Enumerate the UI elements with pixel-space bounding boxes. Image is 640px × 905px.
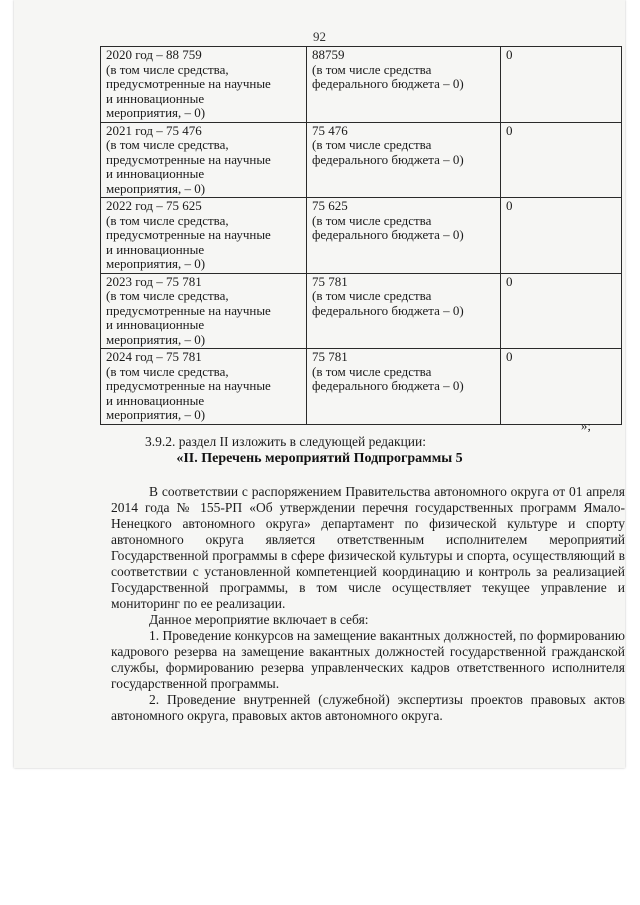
cell-line: (в том числе средства (312, 61, 432, 77)
cell-line: (в том числе средства (312, 212, 432, 228)
cell-line: мероприятия, – 0) (106, 105, 206, 120)
other-funds-cell: 0 (501, 198, 622, 274)
cell-line: федерального бюджета – 0) (312, 302, 464, 318)
table-row (101, 122, 622, 198)
cell-line: предусмотренные на научные (106, 76, 271, 91)
year-total-cell (101, 273, 307, 349)
cell-line: и инновационные (106, 166, 205, 181)
cell-line: (в том числе средства, (106, 61, 229, 77)
cell-line: 75 781 (312, 349, 348, 364)
paragraph: Данное мероприятие включает в себя: (149, 612, 369, 627)
cell-line: 2023 год – 75 781 (106, 273, 202, 289)
page-number: 92 (313, 29, 326, 44)
paragraph: 2. Проведение внутренней (служебной) экспертизы проектов правовых актов автономного округа, правовых актов автономного округа. (111, 692, 625, 723)
table-row (101, 198, 622, 274)
cell-line: федерального бюджета – 0) (312, 76, 464, 91)
table-row (101, 273, 622, 349)
section-heading: «II. Перечень мероприятий Подпрограммы 5 (176, 451, 463, 466)
amount-cell (307, 349, 501, 425)
amount-cell (307, 273, 501, 349)
cell-line: 2021 год – 75 476 (106, 122, 202, 138)
cell-line: мероприятия, – 0) (106, 407, 206, 422)
amount-cell (307, 47, 501, 123)
cell-line: (в том числе средства, (106, 212, 229, 228)
cell-line: предусмотренные на научные (106, 378, 271, 393)
cell-line: 75 625 (312, 198, 348, 213)
year-total-cell (101, 47, 307, 123)
cell-line: мероприятия, – 0) (106, 331, 206, 347)
closing-quote: »; (580, 418, 591, 433)
other-funds-cell: 0 (501, 47, 622, 123)
cell-line: предусмотренные на научные (106, 151, 271, 167)
other-funds-cell: 0 (501, 349, 622, 425)
cell-line: (в том числе средства, (106, 363, 229, 379)
table-row (101, 47, 622, 123)
section-instruction: 3.9.2. раздел II изложить в следующей редакции: (145, 434, 427, 449)
cell-line: 2022 год – 75 625 (106, 198, 202, 213)
year-total-cell (101, 349, 307, 425)
paragraph: 1. Проведение конкурсов на замещение вакантных должностей, по формированию кадрового резерва на замещение вакантных должностей государственной гражданской службы, формированию резерва управленческих кадров ответственного исполнителя государственной программы. (111, 628, 625, 691)
cell-line: и инновационные (106, 241, 205, 257)
amount-cell (307, 122, 501, 198)
cell-line: 2024 год – 75 781 (106, 349, 202, 364)
cell-line: (в том числе средства (312, 363, 432, 379)
cell-line: федерального бюджета – 0) (312, 378, 464, 393)
cell-line: (в том числе средства (312, 137, 432, 152)
funding-table (100, 46, 622, 425)
document-page (14, 0, 625, 768)
cell-line: федерального бюджета – 0) (312, 227, 464, 242)
cell-line: 88759 (312, 47, 345, 62)
cell-line: и инновационные (106, 317, 205, 332)
paragraph: В соответствии с распоряжением Правительства автономного округа от 01 апреля 2014 года № 155-РП «Об утверждении перечня государственных программ Ямало-Ненецкого автономного округа» департамент по физической культуре и спорту автономного округа является ответственным исполнителем мероприятий Государственной программы в сфере физической культуры и спорта, осуществляющий в соответствии с установленной компетенцией координацию и контроль за реализацией Государственной программы, в том числе осуществляет текущее управление и мониторинг по ее реализации. (111, 484, 625, 611)
other-funds-cell: 0 (501, 273, 622, 349)
cell-line: предусмотренные на научные (106, 302, 271, 318)
table-row (101, 349, 622, 425)
amount-cell (307, 198, 501, 274)
cell-line: и инновационные (106, 90, 205, 106)
cell-line: 2020 год – 88 759 (106, 47, 202, 62)
other-funds-cell: 0 (501, 122, 622, 198)
cell-line: мероприятия, – 0) (106, 180, 206, 196)
cell-line: 75 476 (312, 122, 348, 138)
year-total-cell (101, 122, 307, 198)
cell-line: мероприятия, – 0) (106, 256, 206, 271)
cell-line: и инновационные (106, 392, 205, 408)
cell-line: (в том числе средства (312, 288, 432, 303)
cell-line: 75 781 (312, 273, 348, 289)
cell-line: федерального бюджета – 0) (312, 151, 464, 167)
cell-line: (в том числе средства, (106, 288, 229, 303)
year-total-cell (101, 198, 307, 274)
body-text (111, 480, 625, 724)
cell-line: предусмотренные на научные (106, 227, 271, 242)
cell-line: (в том числе средства, (106, 137, 229, 152)
